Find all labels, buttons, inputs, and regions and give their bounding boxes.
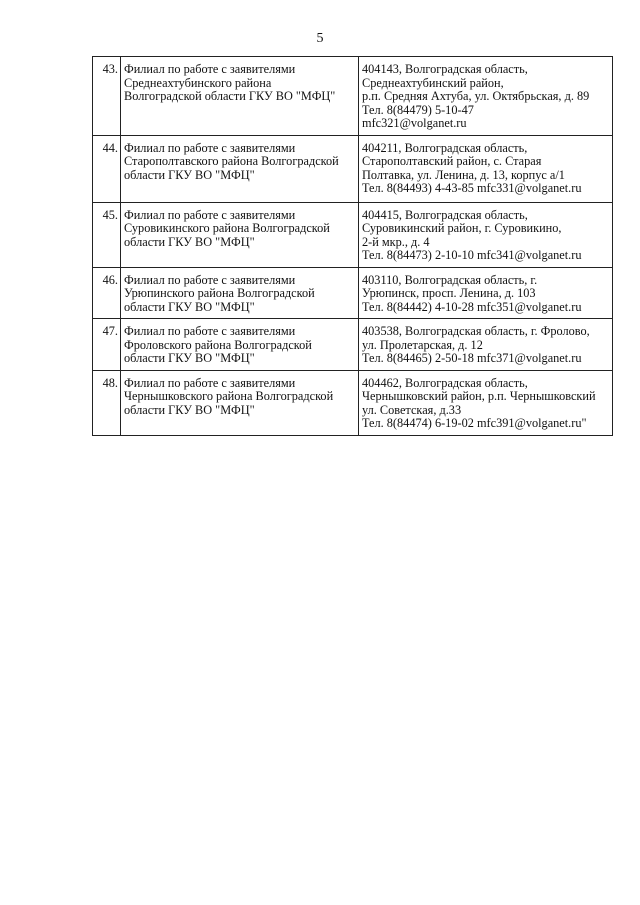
table-row: [93, 319, 613, 371]
address-line: 404462, Волгоградская область,: [362, 375, 528, 390]
address-line: Полтавка, ул. Ленина, д. 13, корпус а/1: [362, 167, 565, 182]
branch-name-line: Филиал по работе с заявителями: [124, 207, 296, 222]
address-line: Тел. 8(84442) 4-10-28 mfc351@volganet.ru: [362, 299, 582, 314]
address-line: 2-й мкр., д. 4: [362, 234, 430, 249]
table-row: [93, 267, 613, 319]
row-number: 45.: [93, 202, 121, 267]
row-number: 46.: [93, 267, 121, 319]
address-line: Среднеахтубинский район,: [362, 75, 504, 90]
address-line: Тел. 8(84493) 4-43-85 mfc331@volganet.ru: [362, 181, 582, 195]
address-line: Тел. 8(84473) 2-10-10 mfc341@volganet.ru: [362, 248, 582, 262]
branch-name-line: области ГКУ ВО "МФЦ": [124, 351, 255, 365]
address-line: 404415, Волгоградская область,: [362, 207, 528, 222]
address-line: 403110, Волгоградская область, г.: [362, 272, 538, 287]
branch-name-line: Суровикинского района Волгоградской: [124, 221, 330, 235]
address-line: 404143, Волгоградская область,: [362, 62, 528, 76]
branch-name-line: Среднеахтубинского района: [124, 75, 272, 90]
table-row: [93, 57, 613, 136]
address-line: Тел. 8(84479) 5-10-47: [362, 102, 474, 117]
page-number: 5: [316, 31, 324, 46]
row-number: 48.: [93, 370, 121, 435]
address-line: р.п. Средняя Ахтуба, ул. Октябрьская, д. 89: [362, 89, 590, 103]
branch-name-cell: [121, 267, 359, 319]
branch-name-line: области ГКУ ВО "МФЦ": [124, 299, 255, 314]
branch-name-cell: [121, 370, 359, 435]
address-line: Урюпинск, просп. Ленина, д. 103: [362, 286, 536, 300]
address-line: Тел. 8(84474) 6-19-02 mfc391@volganet.ru": [362, 416, 587, 430]
address-line: Тел. 8(84465) 2-50-18 mfc371@volganet.ru: [362, 351, 582, 365]
branch-address-cell: [359, 267, 613, 319]
address-line: ул. Пролетарская, д. 12: [362, 337, 483, 352]
branch-name-line: Филиал по работе с заявителями: [124, 272, 296, 287]
branch-address-cell: [359, 370, 613, 435]
branches-table: [92, 56, 613, 436]
branch-name-line: Урюпинского района Волгоградской: [124, 286, 315, 300]
address-line: 403538, Волгоградская область, г. Фролово,: [362, 324, 590, 338]
branch-name-cell: [121, 57, 359, 136]
address-line: 404211, Волгоградская область,: [362, 140, 528, 155]
branch-name-line: Филиал по работе с заявителями: [124, 375, 296, 390]
branch-name-line: Филиал по работе с заявителями: [124, 324, 296, 338]
row-number: 43.: [93, 57, 121, 136]
table-row: [93, 370, 613, 435]
branch-name-line: области ГКУ ВО "МФЦ": [124, 167, 255, 182]
table-row: [93, 202, 613, 267]
branch-name-line: области ГКУ ВО "МФЦ": [124, 402, 255, 417]
address-line: ул. Советская, д.33: [362, 402, 462, 417]
branch-name-line: Старополтавского района Волгоградской: [124, 154, 339, 168]
branch-address-cell: [359, 135, 613, 202]
branch-name-line: области ГКУ ВО "МФЦ": [124, 234, 255, 249]
email-line: mfc321@volganet.ru: [362, 116, 467, 130]
address-line: Суровикинский район, г. Суровикино,: [362, 221, 562, 235]
branch-name-line: Филиал по работе с заявителями: [124, 62, 296, 76]
branch-address-cell: [359, 57, 613, 136]
branch-name-line: Фроловского района Волгоградской: [124, 337, 312, 352]
branch-name-cell: [121, 135, 359, 202]
address-line: Чернышковский район, р.п. Чернышковский: [362, 389, 596, 403]
row-number: 44.: [93, 135, 121, 202]
branch-name-line: Волгоградской области ГКУ ВО "МФЦ": [124, 89, 336, 103]
branch-name-line: Чернышковского района Волгоградской: [124, 389, 334, 403]
branch-name-cell: [121, 202, 359, 267]
branch-name-cell: [121, 319, 359, 371]
branch-address-cell: [359, 202, 613, 267]
address-line: Старополтавский район, с. Старая: [362, 154, 542, 168]
row-number: 47.: [93, 319, 121, 371]
table-row: [93, 135, 613, 202]
branch-address-cell: [359, 319, 613, 371]
branch-name-line: Филиал по работе с заявителями: [124, 140, 296, 155]
